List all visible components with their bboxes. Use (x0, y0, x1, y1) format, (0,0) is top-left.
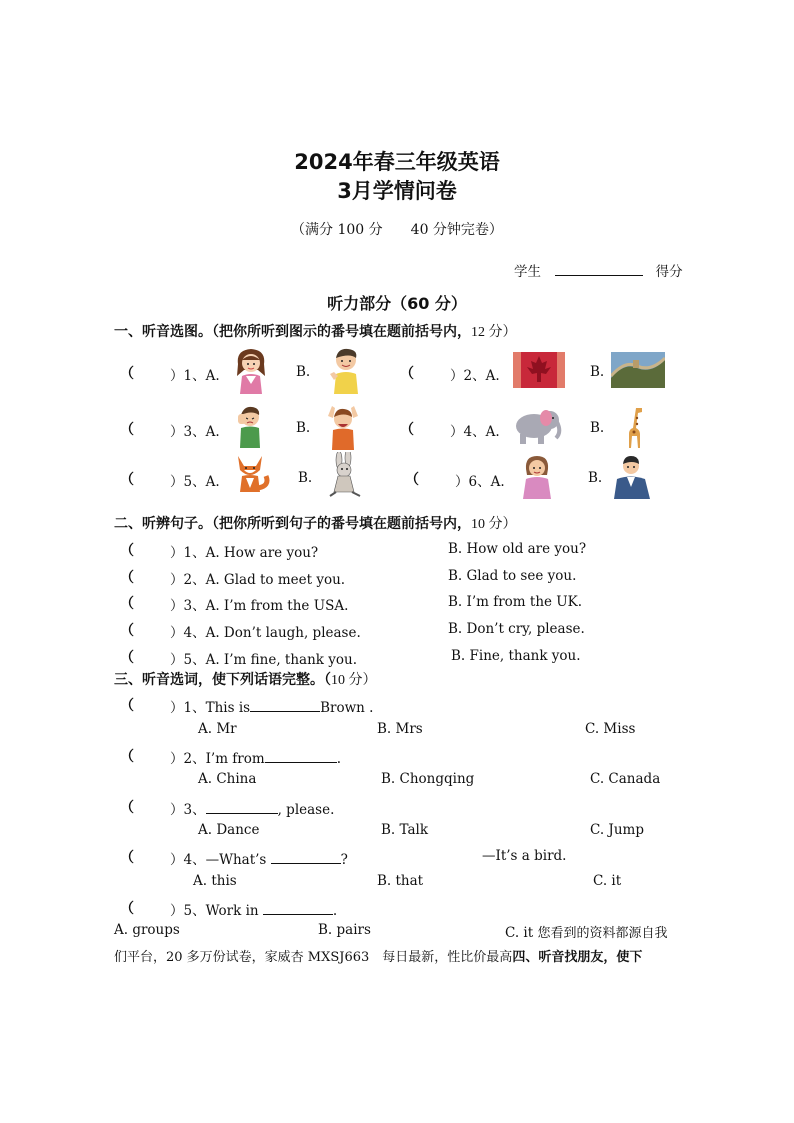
listening-heading: 听力部分（60 分） (327, 294, 467, 313)
student-label: 学生 (514, 264, 541, 280)
fill-blank[interactable] (271, 849, 341, 864)
answer-paren[interactable]: （ (120, 472, 134, 488)
answer-paren[interactable]: （ (400, 366, 414, 382)
s3-q1: ）1、This is Brown . (170, 696, 373, 716)
student-field (514, 260, 683, 280)
s3-q4-answer: —It’s a bird. (482, 848, 567, 864)
great-wall-icon (611, 352, 665, 388)
section3-heading: 三、听音选词，使下列话语完整。（10 分） (114, 672, 377, 688)
section1-heading: 一、听音选图。（把你所听到图示的番号填在题前括号内，12 分） (114, 324, 517, 340)
s2-q4-b: B. Don’t cry, please. (448, 621, 585, 637)
s1-q1-b: B. (296, 364, 311, 380)
exam-subtitle: （满分 100 分 40 分钟完卷） (291, 222, 503, 238)
s1-q2-b: B. (590, 364, 605, 380)
elephant-icon (510, 404, 562, 448)
fill-blank[interactable] (265, 748, 337, 763)
boy-crying-icon (232, 404, 268, 448)
s3-q2: ）2、I’m from . (170, 747, 341, 767)
s3-q5-c: C. it 您看到的资料都源自我 (505, 925, 668, 941)
s1-q4: ）4、A. (450, 424, 500, 440)
s2-q5: ）5、A. I’m fine, thank you. (170, 652, 357, 668)
answer-paren[interactable]: （ (120, 749, 134, 765)
rabbit-icon (326, 452, 364, 498)
answer-paren[interactable]: （ (120, 596, 134, 612)
fox-icon (230, 452, 270, 498)
footer-line2: 们平台，20 多万份试卷，家威杏 MXSJ663 每日最新，性比价最高四、听音找朋友，使下 (114, 950, 643, 965)
section2-heading: 二、听辨句子。（把你所听到句子的番号填在题前括号内，10 分） (114, 516, 517, 532)
s2-q4: ）4、A. Don’t laugh, please. (170, 625, 361, 641)
s3-q2-b: B. Chongqing (381, 771, 475, 787)
s3-q3-b: B. Talk (381, 822, 429, 838)
answer-paren[interactable]: （ (120, 543, 134, 559)
woman-icon (519, 453, 555, 499)
s3-q1-c: C. Miss (585, 721, 636, 737)
s2-q3-b: B. I’m from the UK. (448, 594, 583, 610)
s1-q6: ）6、A. (455, 474, 505, 490)
s1-q5-b: B. (298, 470, 313, 486)
s3-q3-c: C. Jump (590, 822, 644, 838)
footer-line1-tail: 您看到的资料都源自我 (537, 926, 668, 941)
answer-paren[interactable]: （ (120, 800, 134, 816)
s3-q3: ）3、 , please. (170, 798, 334, 818)
answer-paren[interactable]: （ (120, 901, 134, 917)
s2-q5-b: B. Fine, thank you. (451, 648, 581, 664)
s3-q1-a: A. Mr (198, 721, 237, 737)
exam-title-line2: 3月学情问卷 (337, 179, 457, 203)
s3-q4-a: A. this (193, 873, 237, 889)
score-label: 得分 (655, 264, 683, 280)
s3-q2-c: C. Canada (590, 771, 661, 787)
s3-q4-b: B. that (377, 873, 424, 889)
s2-q1: ）1、A. How are you? (170, 545, 319, 561)
exam-title-line1: 2024年春三年级英语 (294, 150, 500, 174)
s1-q3-b: B. (296, 420, 311, 436)
s3-q5-b: B. pairs (318, 922, 371, 938)
boy-laughing-icon (324, 404, 362, 450)
s1-q3: ）3、A. (170, 424, 220, 440)
s3-q3-a: A. Dance (198, 822, 260, 838)
s3-q4: ）4、—What’s ? (170, 848, 348, 868)
answer-paren[interactable]: （ (120, 570, 134, 586)
s2-q2-b: B. Glad to see you. (448, 568, 577, 584)
boy-icon (328, 346, 364, 394)
s2-q1-b: B. How old are you? (448, 541, 587, 557)
s1-q5: ）5、A. (170, 474, 220, 490)
s1-q1: ）1、A. (170, 368, 220, 384)
maple-leaf-flag-icon (513, 352, 565, 388)
fill-blank[interactable] (250, 697, 320, 712)
answer-paren[interactable]: （ (120, 850, 134, 866)
s1-q6-b: B. (588, 470, 603, 486)
s3-q1-b: B. Mrs (377, 721, 423, 737)
man-icon (612, 453, 652, 499)
s1-q2: ）2、A. (450, 368, 500, 384)
fill-blank[interactable] (206, 799, 278, 814)
fill-blank[interactable] (263, 900, 333, 915)
s2-q2: ）2、A. Glad to meet you. (170, 572, 346, 588)
giraffe-icon (622, 404, 646, 450)
answer-paren[interactable]: （ (120, 698, 134, 714)
s3-q5: ）5、Work in . (170, 899, 337, 919)
answer-paren[interactable]: （ (405, 472, 419, 488)
girl-icon (232, 346, 270, 394)
s3-q2-a: A. China (198, 771, 257, 787)
answer-paren[interactable]: （ (400, 422, 414, 438)
student-name-blank[interactable] (555, 261, 643, 276)
s2-q3: ）3、A. I’m from the USA. (170, 598, 349, 614)
s1-q4-b: B. (590, 420, 605, 436)
s3-q4-c: C. it (593, 873, 622, 889)
answer-paren[interactable]: （ (120, 422, 134, 438)
answer-paren[interactable]: （ (120, 366, 134, 382)
s3-q5-a: A. groups (114, 922, 180, 938)
answer-paren[interactable]: （ (120, 623, 134, 639)
answer-paren[interactable]: （ (120, 650, 134, 666)
